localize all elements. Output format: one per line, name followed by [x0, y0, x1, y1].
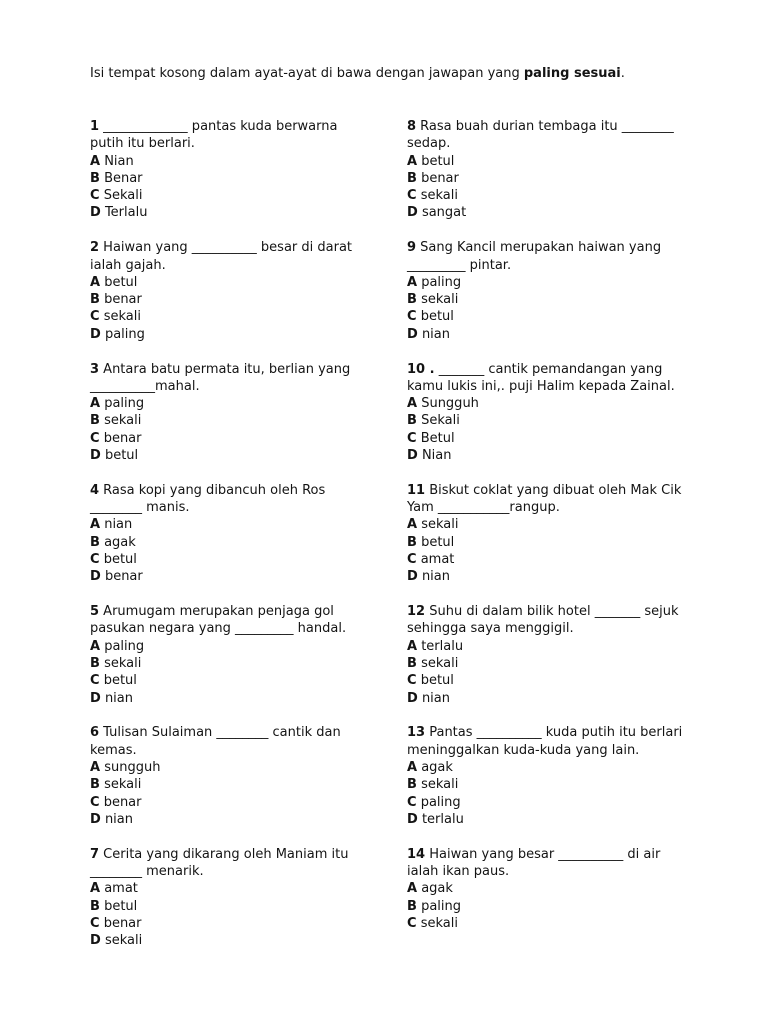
option-text: sekali	[421, 656, 459, 672]
answer-option	[90, 811, 368, 828]
option-letter: C	[90, 794, 100, 810]
option-text: betul	[421, 534, 455, 550]
answer-option	[407, 187, 685, 204]
question-item	[407, 482, 685, 586]
question-stem	[90, 239, 368, 274]
answer-option	[407, 534, 685, 551]
answer-option	[90, 759, 368, 776]
option-letter: B	[90, 292, 100, 308]
answer-option	[90, 412, 368, 429]
option-text: agak	[104, 534, 136, 550]
question-item	[407, 846, 685, 932]
option-text: agak	[421, 881, 453, 897]
answer-option	[90, 568, 368, 585]
option-letter: A	[90, 517, 101, 533]
option-text: terlalu	[421, 638, 464, 654]
question-item	[407, 239, 685, 343]
instruction-text	[90, 65, 710, 82]
option-text: betul	[104, 898, 138, 914]
question-stem	[407, 361, 685, 396]
option-text: amat	[420, 552, 455, 568]
option-letter: B	[407, 777, 417, 793]
option-letter: A	[407, 517, 418, 533]
question-text: Tulisan Sulaiman ________ cantik dan kemas.	[90, 725, 345, 758]
question-text: Haiwan yang __________ besar di darat ialah gajah.	[90, 240, 357, 273]
option-text: nian	[104, 690, 133, 706]
answer-option	[90, 447, 368, 464]
question-item	[407, 361, 685, 465]
answer-option	[407, 447, 685, 464]
option-text: paling	[420, 794, 461, 810]
option-letter: C	[90, 673, 100, 689]
option-text: agak	[421, 760, 453, 775]
option-letter: A	[407, 638, 418, 654]
question-number: 5	[90, 604, 100, 620]
option-letter: A	[407, 153, 418, 169]
option-text: sekali	[421, 777, 459, 793]
answer-option	[90, 638, 368, 655]
answer-option	[407, 655, 685, 672]
question-stem	[90, 603, 368, 638]
answer-option	[407, 412, 685, 429]
option-letter: A	[90, 760, 101, 775]
option-text: Betul	[420, 430, 455, 446]
answer-option	[407, 204, 685, 221]
option-text: nian	[421, 690, 450, 706]
question-stem	[90, 846, 368, 881]
question-number: 14	[407, 846, 426, 862]
option-text: paling	[421, 274, 462, 290]
option-text: Benar	[104, 170, 143, 186]
option-text: sungguh	[104, 760, 161, 775]
option-text: sekali	[420, 188, 458, 204]
option-text: betul	[103, 673, 137, 689]
option-letter: D	[407, 448, 418, 464]
option-text: Sekali	[103, 188, 143, 204]
answer-option	[407, 170, 685, 187]
question-stem	[90, 361, 368, 396]
answer-option	[90, 291, 368, 308]
option-letter: A	[90, 881, 101, 897]
question-column-right	[407, 118, 685, 950]
answer-option	[90, 395, 368, 412]
option-letter: C	[90, 552, 100, 568]
answer-option	[90, 534, 368, 551]
option-letter: C	[90, 309, 100, 325]
answer-option	[407, 880, 685, 897]
answer-option	[90, 672, 368, 689]
option-letter: D	[90, 811, 101, 827]
option-letter: B	[90, 777, 100, 793]
question-text: Suhu di dalam bilik hotel _______ sejuk sehingga saya menggigil.	[407, 604, 683, 637]
option-text: benar	[104, 292, 142, 308]
answer-option	[90, 655, 368, 672]
question-number: 7	[90, 846, 100, 862]
answer-option	[407, 291, 685, 308]
question-stem	[90, 482, 368, 517]
option-letter: C	[407, 188, 417, 204]
option-text: Terlalu	[104, 205, 148, 221]
question-stem	[90, 118, 368, 153]
option-letter: B	[90, 898, 100, 914]
option-letter: D	[90, 448, 101, 464]
option-text: Nian	[104, 153, 134, 169]
option-letter: B	[407, 898, 417, 914]
question-column-left	[90, 118, 368, 967]
option-letter: D	[407, 326, 418, 342]
option-letter: B	[407, 413, 417, 429]
answer-option	[407, 690, 685, 707]
option-letter: A	[90, 396, 101, 412]
option-text: sekali	[104, 777, 142, 793]
question-item	[90, 724, 368, 828]
question-number: 13	[407, 725, 426, 741]
option-letter: C	[90, 188, 100, 204]
option-text: paling	[104, 396, 145, 412]
answer-option	[407, 395, 685, 412]
answer-option	[407, 794, 685, 811]
instruction-emphasis: paling sesuai	[523, 66, 621, 81]
option-letter: D	[407, 205, 418, 221]
question-stem	[407, 846, 685, 881]
question-text: Pantas __________ kuda putih itu berlari meninggalkan kuda-kuda yang lain.	[407, 725, 687, 758]
option-text: betul	[103, 552, 137, 568]
option-letter: D	[90, 205, 101, 221]
option-text: benar	[421, 170, 459, 186]
answer-option	[90, 153, 368, 170]
question-item	[90, 482, 368, 586]
answer-option	[407, 915, 685, 932]
option-text: Nian	[421, 448, 452, 464]
question-text: Arumugam merupakan penjaga gol pasukan negara yang _________ handal.	[90, 604, 347, 637]
option-letter: C	[407, 673, 417, 689]
answer-option	[90, 776, 368, 793]
option-text: paling	[421, 898, 461, 914]
answer-option	[90, 690, 368, 707]
option-letter: A	[90, 638, 101, 654]
question-text: Sang Kancil merupakan haiwan yang _________ pintar.	[407, 240, 666, 273]
option-letter: C	[407, 430, 417, 446]
answer-option	[90, 326, 368, 343]
answer-option	[90, 932, 368, 949]
answer-option	[407, 811, 685, 828]
question-number: 8	[407, 119, 417, 134]
answer-option	[90, 170, 368, 187]
option-text: sekali	[104, 933, 143, 949]
question-text: Cerita yang dikarang oleh Maniam itu ________ menarik.	[90, 846, 353, 879]
option-letter: A	[407, 881, 418, 897]
option-letter: B	[90, 656, 100, 672]
question-number: 9	[407, 240, 417, 256]
question-number: 2	[90, 240, 100, 256]
question-number: 10 .	[407, 361, 435, 377]
question-text: Haiwan yang besar __________ di air ialah ikan paus.	[407, 846, 665, 879]
option-text: benar	[103, 430, 142, 446]
question-stem	[407, 603, 685, 638]
answer-option	[407, 568, 685, 585]
answer-option	[407, 516, 685, 533]
option-text: nian	[421, 569, 450, 585]
option-letter: B	[407, 656, 417, 672]
question-stem	[90, 724, 368, 759]
answer-option	[407, 153, 685, 170]
question-number: 12	[407, 604, 426, 620]
answer-option	[407, 776, 685, 793]
answer-option	[407, 430, 685, 447]
option-text: benar	[104, 569, 143, 585]
answer-option	[90, 308, 368, 325]
question-item	[407, 603, 685, 707]
question-stem	[407, 724, 685, 759]
option-letter: D	[407, 690, 418, 706]
answer-option	[407, 274, 685, 291]
question-stem	[407, 118, 685, 153]
answer-option	[407, 638, 685, 655]
question-text: Antara batu permata itu, berlian yang __________mahal.	[90, 361, 355, 394]
option-letter: B	[407, 170, 417, 186]
question-stem	[407, 482, 685, 517]
answer-option	[407, 326, 685, 343]
question-number: 6	[90, 725, 100, 741]
option-letter: B	[90, 534, 100, 550]
question-text: Biskut coklat yang dibuat oleh Mak Cik Yam ___________rangup.	[407, 482, 686, 516]
option-text: sekali	[104, 656, 142, 672]
option-text: benar	[103, 794, 142, 810]
answer-option	[407, 551, 685, 568]
option-letter: D	[90, 933, 101, 949]
option-text: sekali	[421, 517, 459, 533]
question-item	[90, 361, 368, 465]
answer-option	[90, 551, 368, 568]
option-text: sekali	[421, 292, 459, 308]
option-text: amat	[104, 881, 138, 897]
question-number: 3	[90, 361, 100, 377]
option-text: paling	[104, 638, 145, 654]
answer-option	[90, 187, 368, 204]
answer-option	[90, 204, 368, 221]
instruction-lead: Isi tempat kosong dalam ayat-ayat di bawa dengan jawapan yang	[90, 66, 524, 81]
option-text: sekali	[104, 413, 142, 429]
question-item	[90, 846, 368, 950]
answer-option	[90, 516, 368, 533]
option-letter: C	[407, 309, 417, 325]
question-item	[90, 603, 368, 707]
option-letter: C	[407, 794, 417, 810]
option-text: paling	[104, 326, 145, 342]
option-letter: B	[407, 534, 417, 550]
answer-option	[407, 308, 685, 325]
question-item	[407, 118, 685, 222]
option-letter: A	[407, 396, 418, 412]
option-letter: B	[90, 170, 100, 186]
question-text: Rasa buah durian tembaga itu ________ sedap.	[407, 119, 678, 152]
option-text: terlalu	[421, 811, 464, 827]
option-text: betul	[420, 673, 454, 689]
question-item	[90, 239, 368, 343]
answer-option	[90, 880, 368, 897]
option-text: betul	[421, 153, 455, 169]
option-letter: A	[407, 760, 418, 775]
option-letter: B	[407, 292, 417, 308]
question-stem	[407, 239, 685, 274]
question-item	[90, 118, 368, 222]
answer-option	[407, 759, 685, 776]
option-text: betul	[420, 309, 454, 325]
option-letter: C	[90, 915, 100, 931]
instruction-end: .	[620, 66, 625, 81]
option-text: nian	[104, 811, 133, 827]
answer-option	[90, 915, 368, 932]
option-text: Sekali	[421, 413, 460, 429]
question-item	[407, 724, 685, 828]
option-letter: D	[90, 326, 101, 342]
answer-option	[407, 898, 685, 915]
option-text: Sungguh	[421, 396, 479, 412]
option-letter: C	[407, 915, 417, 931]
option-letter: C	[407, 552, 417, 568]
answer-option	[407, 672, 685, 689]
option-letter: D	[407, 811, 418, 827]
option-letter: B	[90, 413, 100, 429]
option-letter: A	[90, 153, 101, 169]
question-text: Rasa kopi yang dibancuh oleh Ros ________ manis.	[90, 482, 330, 516]
option-text: nian	[104, 517, 133, 533]
question-text: _______ cantik pemandangan yang kamu lukis ini,. puji Halim kepada Zainal.	[407, 361, 675, 394]
option-letter: D	[90, 690, 101, 706]
question-number: 11	[407, 482, 426, 498]
answer-option	[90, 794, 368, 811]
question-number: 4	[90, 482, 100, 498]
answer-option	[90, 274, 368, 291]
option-letter: D	[407, 569, 418, 585]
answer-option	[90, 430, 368, 447]
answer-option	[90, 898, 368, 915]
question-number: 1	[90, 119, 100, 134]
option-text: benar	[103, 915, 142, 931]
option-letter: C	[90, 430, 100, 446]
option-text: nian	[421, 326, 450, 342]
option-text: betul	[104, 274, 138, 290]
option-letter: A	[407, 274, 418, 290]
option-text: sekali	[420, 915, 458, 931]
question-text: _____________ pantas kuda berwarna putih itu berlari.	[90, 119, 342, 152]
option-letter: D	[90, 569, 101, 585]
option-text: betul	[104, 448, 139, 464]
option-text: sangat	[421, 205, 467, 221]
option-text: sekali	[103, 309, 141, 325]
option-letter: A	[90, 274, 101, 290]
